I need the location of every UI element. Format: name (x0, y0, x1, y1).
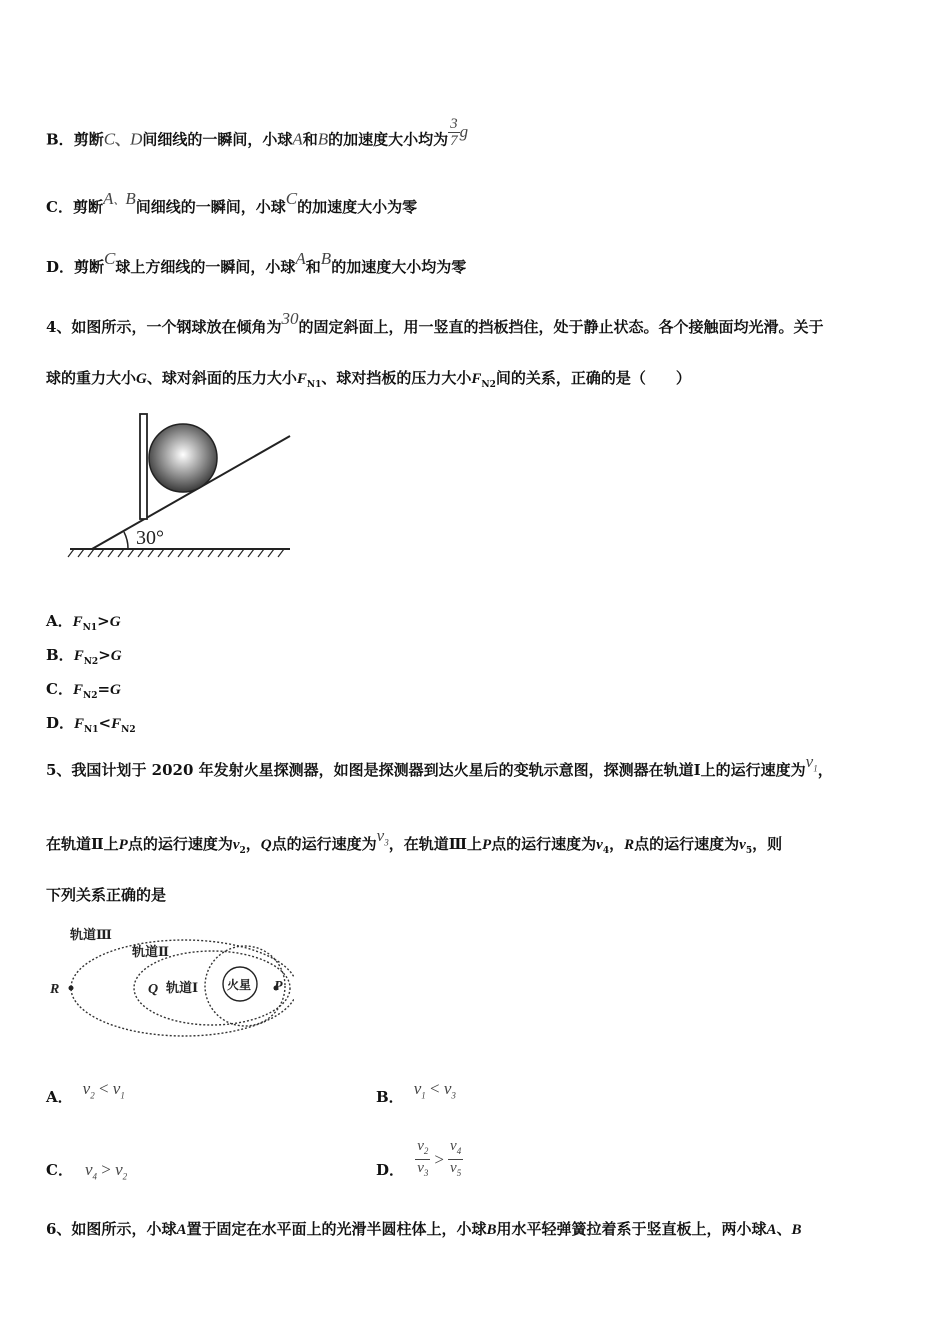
var: v (82, 1079, 91, 1098)
subscript: 1 (120, 1090, 125, 1101)
subscript: 4 (92, 1171, 97, 1182)
var: v (112, 1079, 121, 1098)
option-label: B． (376, 1088, 404, 1106)
var: v (84, 1160, 93, 1179)
text: 置于固定在水平面上的光滑半圆柱体上，小球 (186, 1220, 487, 1238)
var: v (450, 1138, 457, 1154)
q4-option-d[interactable] (46, 712, 136, 735)
var: C (103, 129, 116, 149)
subscript: 4 (456, 1146, 462, 1156)
numerator: 3 (450, 116, 458, 132)
subscript: N2 (121, 725, 136, 735)
subscript: 2 (90, 1090, 95, 1101)
numerator (415, 1138, 430, 1160)
option-label: C． (46, 198, 73, 216)
q4-option-c[interactable] (46, 678, 121, 701)
text: 5、我国计划于 2020 年发射火星探测器，如图是探测器到达火星后的变轨示意图，探测器在轨道Ⅰ上的运行速度为 (46, 761, 806, 779)
operator: > (97, 1160, 116, 1179)
var: g (459, 121, 469, 141)
option-label: D． (376, 1161, 405, 1179)
text: ， (817, 761, 833, 779)
var: v (450, 1160, 457, 1176)
fraction-v4-v5 (448, 1138, 463, 1181)
option-label: C． (46, 1161, 73, 1179)
q3-option-c (46, 189, 418, 217)
angle-value: 30 (281, 309, 299, 328)
var: A (176, 1222, 187, 1238)
var: v (417, 1160, 424, 1176)
var: v (413, 1079, 422, 1098)
option-label: D． (46, 714, 75, 732)
var: F (72, 682, 83, 698)
subscript: N2 (82, 691, 98, 701)
subscript: N1 (82, 623, 98, 633)
var: R (624, 837, 635, 853)
subscript: N2 (481, 380, 496, 390)
text: 、球对斜面的压力大小 (146, 369, 297, 387)
steel-ball (149, 424, 217, 492)
text: 剪断 (74, 258, 105, 276)
denominator (450, 1160, 461, 1181)
var: v (115, 1160, 123, 1179)
relation (82, 1079, 125, 1101)
q3-option-d (46, 249, 467, 277)
fraction-3-7 (448, 116, 460, 149)
text: 点的运行速度为 (271, 835, 377, 853)
ground-hatching (68, 549, 284, 557)
var: F (73, 648, 84, 664)
q4-stem-line2 (46, 367, 691, 390)
text: 、 (776, 1220, 792, 1238)
option-label: B． (46, 646, 74, 664)
relation (413, 1079, 456, 1101)
var: B (320, 249, 332, 268)
text: ，在轨道Ⅲ上 (388, 835, 482, 853)
text: ， (245, 835, 261, 853)
q5-stem-line2 (46, 826, 783, 856)
text: 的加速度大小为零 (297, 198, 418, 216)
var: v (739, 837, 746, 853)
v3-symbol (376, 826, 389, 848)
label-q: Q (148, 982, 159, 997)
operator: > (434, 1149, 445, 1169)
q4-stem-line1 (46, 309, 824, 337)
option-label: C． (46, 680, 73, 698)
angle-arc (124, 532, 128, 549)
var: B (125, 189, 136, 208)
label-orbit-1: 轨道Ⅰ (166, 981, 199, 996)
subscript: 1 (813, 763, 818, 774)
denominator (417, 1160, 428, 1181)
subscript: 4 (602, 846, 610, 856)
var: G (136, 371, 147, 387)
var: P (481, 837, 492, 853)
var: v (417, 1138, 424, 1154)
subscript: N2 (83, 657, 99, 667)
text: 点的运行速度为 (491, 835, 597, 853)
text: 下列关系正确的是 (46, 886, 167, 904)
q3-option-b (46, 116, 469, 157)
text: 4、如图所示，一个钢球放在倾角为 (46, 318, 282, 336)
text: 剪断 (72, 198, 103, 216)
text: 点的运行速度为 (634, 835, 740, 853)
var: F (111, 716, 122, 732)
q6-stem-line1 (46, 1218, 802, 1239)
text: 在轨道Ⅱ上 (46, 835, 119, 853)
label-p: P (274, 979, 283, 994)
subscript: 2 (239, 846, 246, 856)
text: 间的关系，正确的是（ ） (495, 369, 691, 387)
var: v (443, 1079, 452, 1098)
var: D (130, 129, 143, 149)
var: F (72, 614, 83, 630)
operator: > (98, 646, 111, 664)
option-label: B． (46, 130, 74, 149)
var: G (109, 614, 121, 630)
operator: < (94, 1079, 113, 1098)
var: A (292, 129, 303, 149)
var: F (471, 371, 482, 387)
var: F (296, 371, 307, 387)
var: B (486, 1222, 497, 1238)
relation (84, 1160, 128, 1182)
var: F (74, 716, 85, 732)
text: 间细线的一瞬间，小球 (135, 198, 286, 216)
q5-option-c[interactable] (46, 1159, 127, 1181)
label-orbit-2: 轨道Ⅱ (132, 945, 169, 960)
q4-option-a[interactable] (46, 610, 121, 633)
var: C (285, 189, 298, 208)
option-label: D． (46, 258, 75, 276)
angle-label: 30° (136, 527, 164, 549)
subscript: N1 (306, 380, 322, 390)
var: P (118, 837, 128, 853)
text: 、球对挡板的压力大小 (321, 369, 472, 387)
q5-stem-line1 (46, 752, 833, 781)
var: G (110, 648, 122, 664)
subscript: 3 (384, 837, 389, 848)
text: 剪断 (73, 130, 104, 149)
var: A (295, 249, 306, 268)
baffle-board (140, 414, 147, 519)
operator: < (425, 1079, 444, 1098)
text: ， (609, 835, 625, 853)
var: v (805, 752, 814, 771)
var: A (102, 189, 114, 208)
subscript: 2 (423, 1146, 429, 1156)
text: 点的运行速度为 (127, 835, 233, 853)
q5-stem-line3 (46, 884, 166, 905)
incline-figure (66, 408, 298, 564)
subscript: N1 (84, 725, 99, 735)
var: v (232, 837, 240, 853)
var: B (317, 129, 329, 149)
label-orbit-3: 轨道Ⅲ (70, 928, 112, 943)
fraction-v2-v3 (415, 1138, 430, 1181)
text: 球上方细线的一瞬间，小球 (115, 258, 296, 276)
var: C (104, 249, 116, 268)
var: A (766, 1222, 777, 1238)
q5-option-a[interactable] (46, 1079, 125, 1108)
var: v (376, 826, 385, 845)
subscript: 3 (451, 1090, 456, 1101)
text: 的固定斜面上，用一竖直的挡板挡住，处于静止状态。各个接触面均光滑。关于 (298, 318, 824, 336)
subscript: 5 (456, 1168, 462, 1178)
label-mars: 火星 (227, 978, 252, 992)
operator: < (98, 714, 112, 732)
text: 的加速度大小均为 (328, 130, 449, 149)
text: 球的重力大小 (46, 369, 137, 387)
orbit-figure (44, 920, 294, 1038)
point-r (69, 986, 74, 991)
subscript: 1 (421, 1090, 426, 1101)
q5-option-d[interactable] (376, 1138, 463, 1181)
text: 、 (115, 130, 131, 149)
text: 、 (113, 193, 126, 207)
operator: > (97, 612, 110, 630)
var: B (791, 1222, 802, 1238)
var: v (596, 837, 603, 853)
text: 和 (305, 258, 321, 276)
subscript: 5 (745, 846, 753, 856)
v1-symbol (805, 752, 818, 774)
var: G (110, 682, 121, 698)
text: 用水平轻弹簧拉着系于竖直板上，两小球 (496, 1220, 767, 1238)
var: Q (260, 837, 272, 853)
numerator (448, 1138, 463, 1160)
q5-option-b[interactable] (376, 1079, 456, 1108)
text: 间细线的一瞬间，小球 (142, 130, 293, 149)
text: 和 (302, 130, 318, 149)
option-label: A． (46, 612, 73, 630)
q4-option-b[interactable] (46, 644, 122, 667)
denominator: 7 (450, 133, 458, 149)
text: ，则 (752, 835, 783, 853)
subscript: 2 (122, 1171, 128, 1182)
text: 6、如图所示，小球 (46, 1220, 177, 1238)
relation (415, 1138, 463, 1181)
label-r: R (50, 982, 60, 997)
subscript: 3 (423, 1168, 429, 1178)
option-label: A． (46, 1088, 73, 1106)
operator: = (97, 680, 111, 698)
text: 的加速度大小均为零 (331, 258, 467, 276)
